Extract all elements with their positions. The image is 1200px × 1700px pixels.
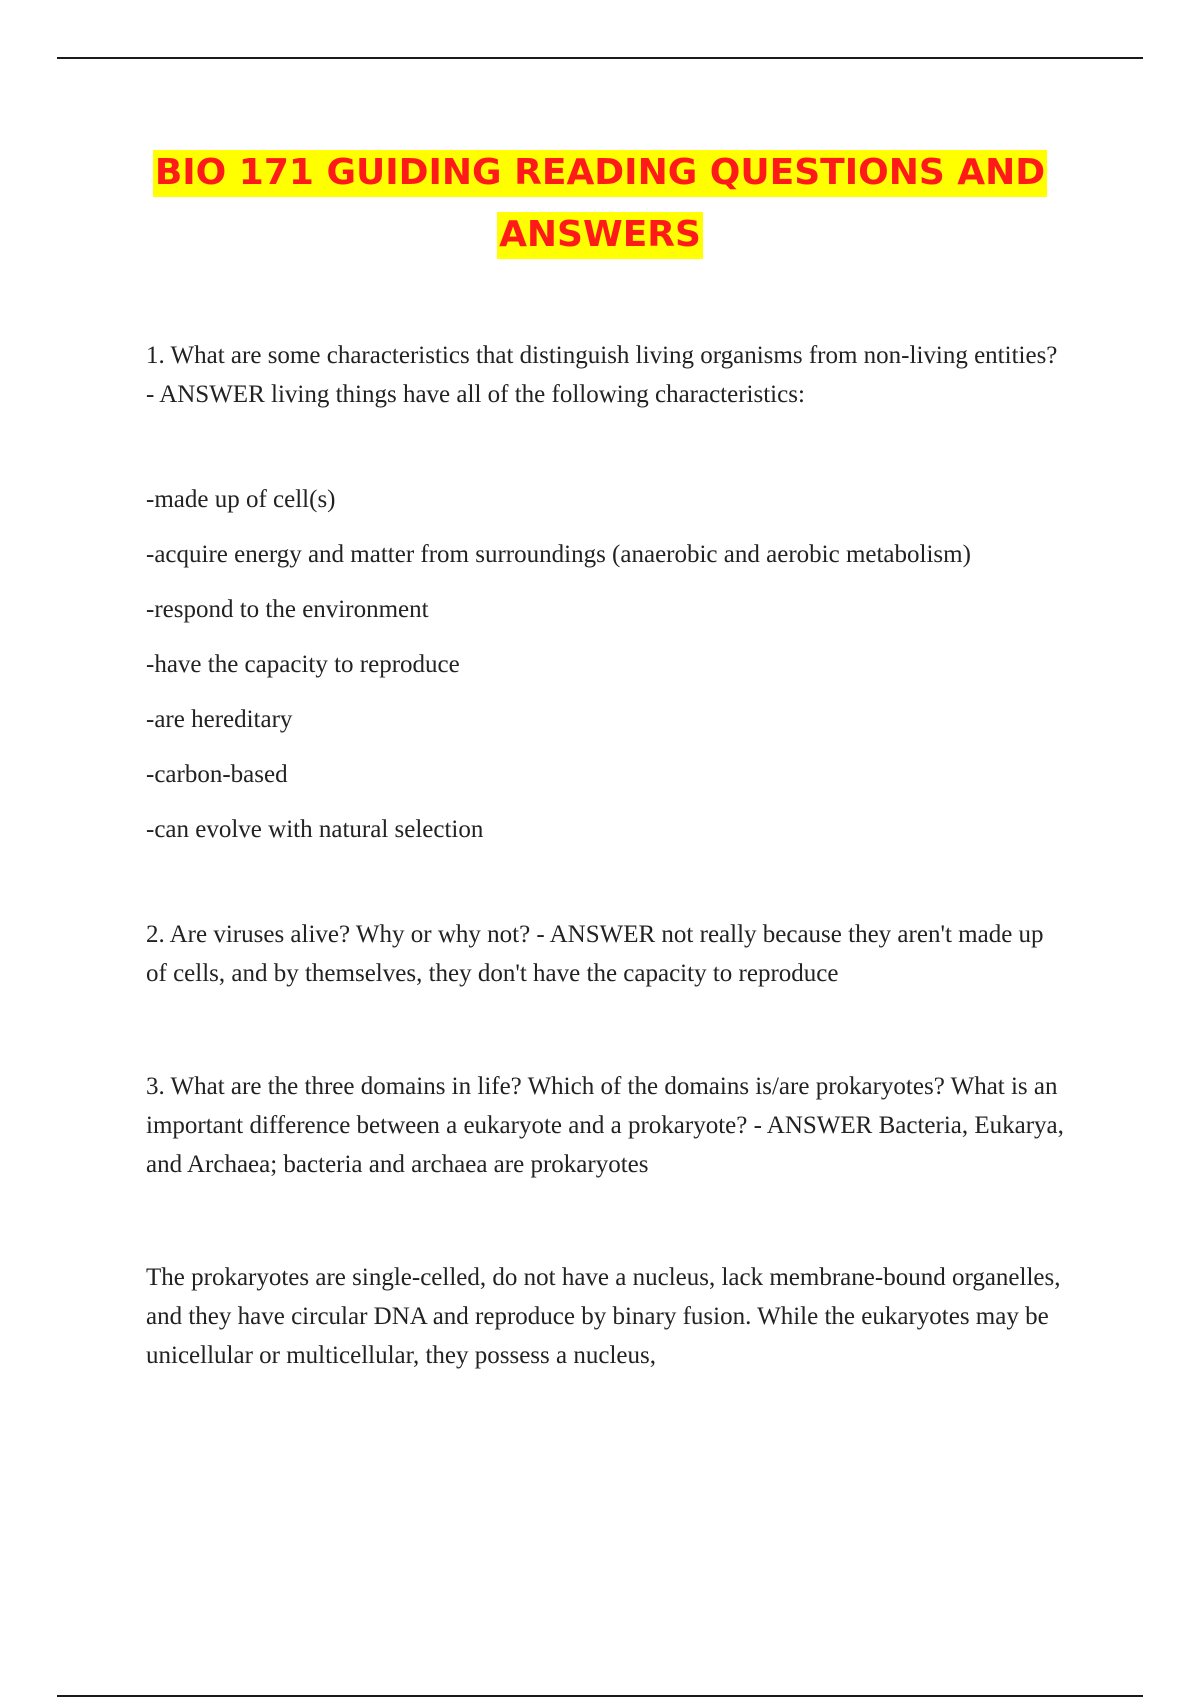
bottom-rule [57,1695,1143,1697]
document-title [60,142,1140,266]
list-item: -can evolve with natural selection [146,816,484,843]
list-item: -acquire energy and matter from surroundings (anaerobic and aerobic metabolism) [146,541,971,568]
top-rule [57,57,1143,59]
question-1: 1. What are some characteristics that distinguish living organisms from non-living entities? - ANSWER living things have all of the following characteristics: [146,342,1058,408]
title-line-2: ANSWERS [497,212,703,259]
characteristics-list [146,480,1066,849]
prokaryote-paragraph: The prokaryotes are single-celled, do not have a nucleus, lack membrane-bound organelles, and they have circular DNA and reproduce by binary fusion. While the eukaryotes may be unicellular or multicellular, they possess a nucleus, [146,1264,1061,1369]
document-body [146,336,1066,1375]
list-item: -have the capacity to reproduce [146,651,460,678]
list-item: -made up of cell(s) [146,486,336,513]
list-item: -respond to the environment [146,596,429,623]
title-line-1: BIO 171 GUIDING READING QUESTIONS AND [153,150,1047,197]
list-item: -are hereditary [146,706,293,733]
question-2: 2. Are viruses alive? Why or why not? - ANSWER not really because they aren't made up of cells, and by themselves, they don't have the capacity to reproduce [146,921,1044,987]
list-item: -carbon-based [146,761,288,788]
question-3: 3. What are the three domains in life? Which of the domains is/are prokaryotes? What is an important difference between a eukaryote and a prokaryote? - ANSWER Bacteria, Eukarya, and Archaea; bacteria and archaea are prokaryotes [146,1073,1064,1178]
